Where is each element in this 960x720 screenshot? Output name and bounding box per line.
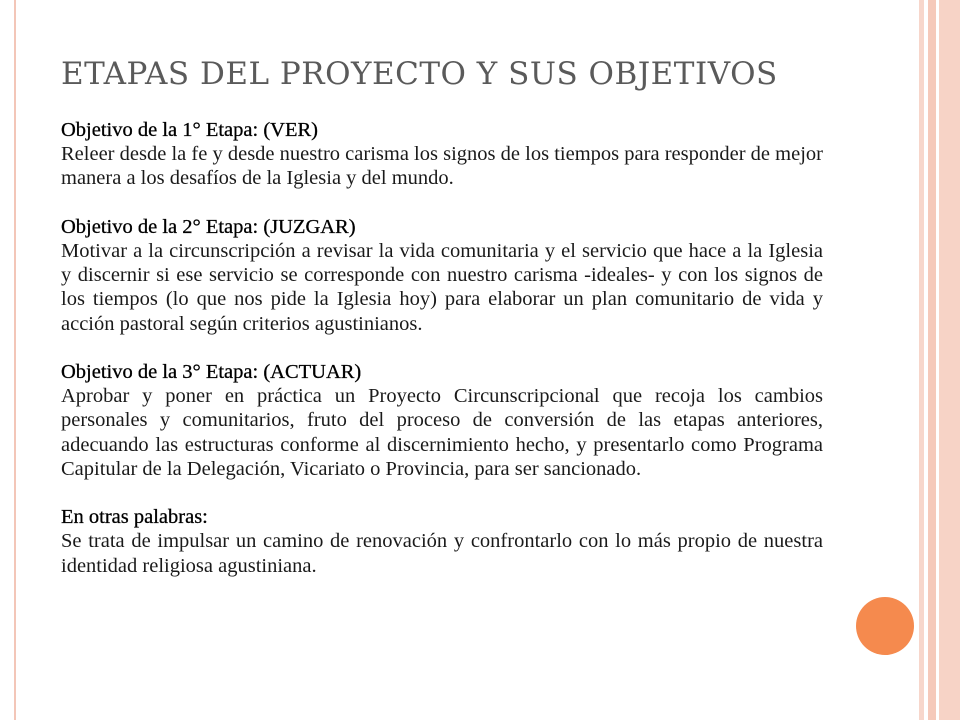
slide-content xyxy=(61,118,823,602)
objective-block-3 xyxy=(61,360,823,481)
objective-heading: Objetivo de la 1° Etapa: (VER) xyxy=(61,119,318,141)
objective-heading: Objetivo de la 2° Etapa: (JUZGAR) xyxy=(61,215,356,238)
summary-block xyxy=(61,505,823,578)
right-stripe xyxy=(939,0,960,720)
objective-block-2 xyxy=(61,215,823,336)
objective-block-1 xyxy=(61,118,823,191)
slide-title: ETAPAS DEL PROYECTO Y SUS OBJETIVOS xyxy=(61,56,778,92)
left-border-line xyxy=(14,0,16,720)
objective-body: Aprobar y poner en práctica un Proyecto Circunscripcional que recoja los cambios personales y comunitarios, fruto del proceso de conversión de las etapas anteriores, adecuando las estructuras conforme al discernimiento hecho, y presentarlo como Programa Capitular de la Delegación, Vicariato o Provincia, para ser sancionado. xyxy=(61,385,823,480)
summary-heading: En otras palabras: xyxy=(61,506,208,529)
objective-body: Releer desde la fe y desde nuestro carisma los signos de los tiempos para responder de mejor manera a los desafíos de la Iglesia y del mundo. xyxy=(61,143,823,190)
right-stripe xyxy=(928,0,936,720)
summary-body: Se trata de impulsar un camino de renovación y confrontarlo con lo más propio de nuestra identidad religiosa agustiniana. xyxy=(61,530,823,577)
objective-heading: Objetivo de la 3° Etapa: (ACTUAR) xyxy=(61,361,362,383)
decorative-circle xyxy=(856,597,914,655)
objective-body: Motivar a la circunscripción a revisar la vida comunitaria y el servicio que hace a la Iglesia y discernir si ese servicio se corresponde con nuestro carisma -ideales- y con los signos de los tiempos (lo que nos pide la Iglesia hoy) para elaborar un plan comunitario de vida y acción pastoral según criterios agustinianos. xyxy=(61,240,823,335)
